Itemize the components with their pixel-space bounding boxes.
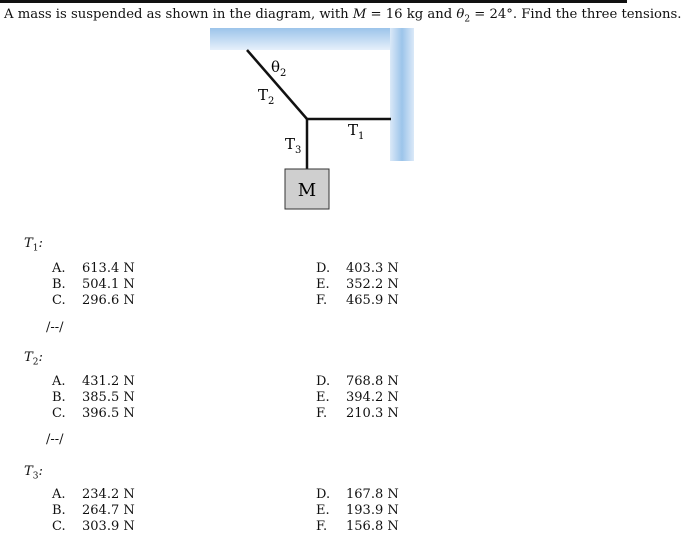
option-letter: C. [52,519,66,534]
ceiling [210,28,414,50]
option-letter: E. [316,503,330,518]
option-value: 210.3 N [346,406,399,421]
option-value: 234.2 N [82,487,135,502]
option-t3-e[interactable] [316,503,399,519]
option-t3-b[interactable] [52,503,135,519]
option-t2-d[interactable] [316,374,399,390]
problem-tail: . Find the three tensions. [512,7,681,22]
option-letter: C. [52,406,66,421]
option-t3-c[interactable] [52,519,135,535]
option-letter: E. [316,390,330,405]
question-label-t2: $T_2$: [24,350,43,368]
option-value: 613.4 N [82,261,135,276]
option-value: 403.3 N [346,261,399,276]
problem-lead: A mass is suspended as shown in the diagram, with [4,7,353,22]
option-letter: D. [316,487,331,502]
option-value: 193.9 N [346,503,399,518]
option-value: 396.5 N [82,406,135,421]
option-value: 394.2 N [346,390,399,405]
mass-equation: M [352,7,367,22]
option-letter: B. [52,277,66,292]
option-value: 156.8 N [346,519,399,534]
option-value: 352.2 N [346,277,399,292]
t1-label: $T_1$ [348,121,365,142]
option-t3-f[interactable] [316,519,399,535]
option-t1-a[interactable] [52,261,135,277]
problem-statement: A mass is suspended as shown in the diagram, with M = 16 kg and $\theta_2 = 24^\circ$. Find the three tensions. [4,7,681,25]
option-letter: B. [52,390,66,405]
question-label-t1: $T_1$: [24,236,43,254]
problem-and: and [423,7,457,22]
option-value: 504.1 N [82,277,135,292]
option-value: 385.5 N [82,390,135,405]
option-t2-c[interactable] [52,406,135,422]
option-t1-f[interactable] [316,293,399,309]
option-letter: C. [52,293,66,308]
separator-1: /--/ [46,320,64,335]
option-t1-d[interactable] [316,261,399,277]
option-value: 167.8 N [346,487,399,502]
option-t1-c[interactable] [52,293,135,309]
wall [390,28,414,161]
separator-2: /--/ [46,432,64,447]
option-value: 431.2 N [82,374,135,389]
option-letter: A. [52,261,66,276]
option-letter: E. [316,277,330,292]
option-letter: F. [316,519,328,534]
option-t2-a[interactable] [52,374,135,390]
option-t2-e[interactable] [316,390,399,406]
option-letter: B. [52,503,66,518]
option-value: 768.8 N [346,374,399,389]
option-letter: F. [316,293,328,308]
option-letter: D. [316,261,331,276]
option-t2-b[interactable] [52,390,135,406]
option-letter: F. [316,406,328,421]
theta-label: $\theta_2$ [271,58,287,79]
option-t1-b[interactable] [52,277,135,293]
option-value: 303.9 N [82,519,135,534]
tension-diagram [205,24,425,219]
question-label-t3: $T_3$: [24,464,43,482]
t2-label: $T_2$ [258,86,275,107]
mass-label: M [297,180,317,201]
option-t1-e[interactable] [316,277,399,293]
option-t2-f[interactable] [316,406,399,422]
option-value: 296.6 N [82,293,135,308]
option-value: 264.7 N [82,503,135,518]
top-rule [0,0,627,3]
option-letter: D. [316,374,331,389]
option-value: 465.9 N [346,293,399,308]
option-t3-d[interactable] [316,487,399,503]
option-letter: A. [52,374,66,389]
option-letter: A. [52,487,66,502]
option-t3-a[interactable] [52,487,135,503]
angle-equation: θ [456,7,465,22]
t3-label: $T_3$ [285,135,302,156]
